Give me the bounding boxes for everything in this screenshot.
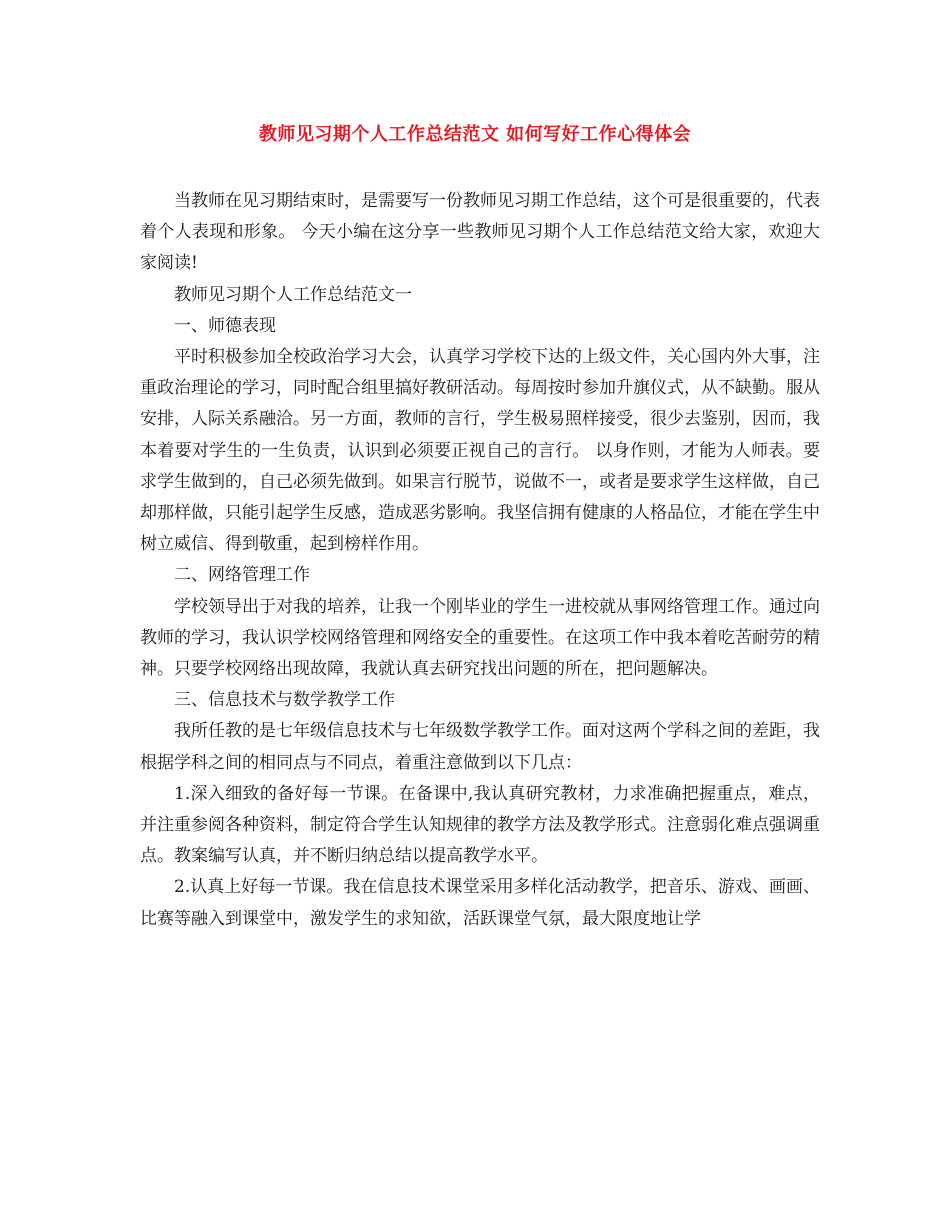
document-body [140,186,820,935]
network-paragraph: 学校领导出于对我的培养，让我一个刚毕业的学生一进校就从事网络管理工作。通过向教师的学习，我认识学校网络管理和网络安全的重要性。在这项工作中我本着吃苦耐劳的精神。只要学校网络出现故障，我就认真去研究找出问题的所在，把问题解决。 [140,596,820,680]
sample-heading: 教师见习期个人工作总结范文一 [174,284,412,305]
intro-paragraph: 当教师在见习期结束时，是需要写一份教师见习期工作总结，这个可是很重要的，代表着个人表现和形象。 今天小编在这分享一些教师见习期个人工作总结范文给大家，欢迎大家阅读! [140,191,820,274]
teaching-point-2: 2.认真上好每一节课。我在信息技术课堂采用多样化活动教学，把音乐、游戏、画画、比赛等融入到课堂中，激发学生的求知欲，活跃课堂气氛，最大限度地让学 [140,877,820,929]
document-title: 教师见习期个人工作总结范文 如何写好工作心得体会 [258,124,692,145]
teaching-paragraph: 我所任教的是七年级信息技术与七年级数学教学工作。面对这两个学科之间的差距，我根据学科之间的相同点与不同点，着重注意做到以下几点： [140,721,820,773]
section-heading-network: 二、网络管理工作 [174,565,310,586]
section-heading-teaching: 三、信息技术与数学教学工作 [174,690,395,711]
ethics-paragraph: 平时积极参加全校政治学习大会，认真学习学校下达的上级文件，关心国内外大事，注重政治理论的学习，同时配合组里搞好教研活动。每周按时参加升旗仪式，从不缺勤。服从安排，人际关系融洽。另一方面，教师的言行，学生极易照样接受，很少去鉴别，因而，我本着要对学生的一生负责，认识到必须要正视自己的言行。 以身作则，才能为人师表。要求学生做到的，自己必须先做到。如果言行脱节，说做不一，或者是要求学生这样做，自己却那样做，只能引起学生反感，造成恶劣影响。我坚信拥有健康的人格品位，才能在学生中树立威信、得到敬重，起到榜样作用。 [140,347,820,555]
teaching-point-1: 1.深入细致的备好每一节课。在备课中,我认真研究教材，力求准确把握重点，难点，并注重参阅各种资料，制定符合学生认知规律的教学方法及教学形式。注意弱化难点强调重点。教案编写认真，并不断归纳总结以提高教学水平。 [140,783,820,867]
section-heading-ethics: 一、师德表现 [174,315,276,336]
